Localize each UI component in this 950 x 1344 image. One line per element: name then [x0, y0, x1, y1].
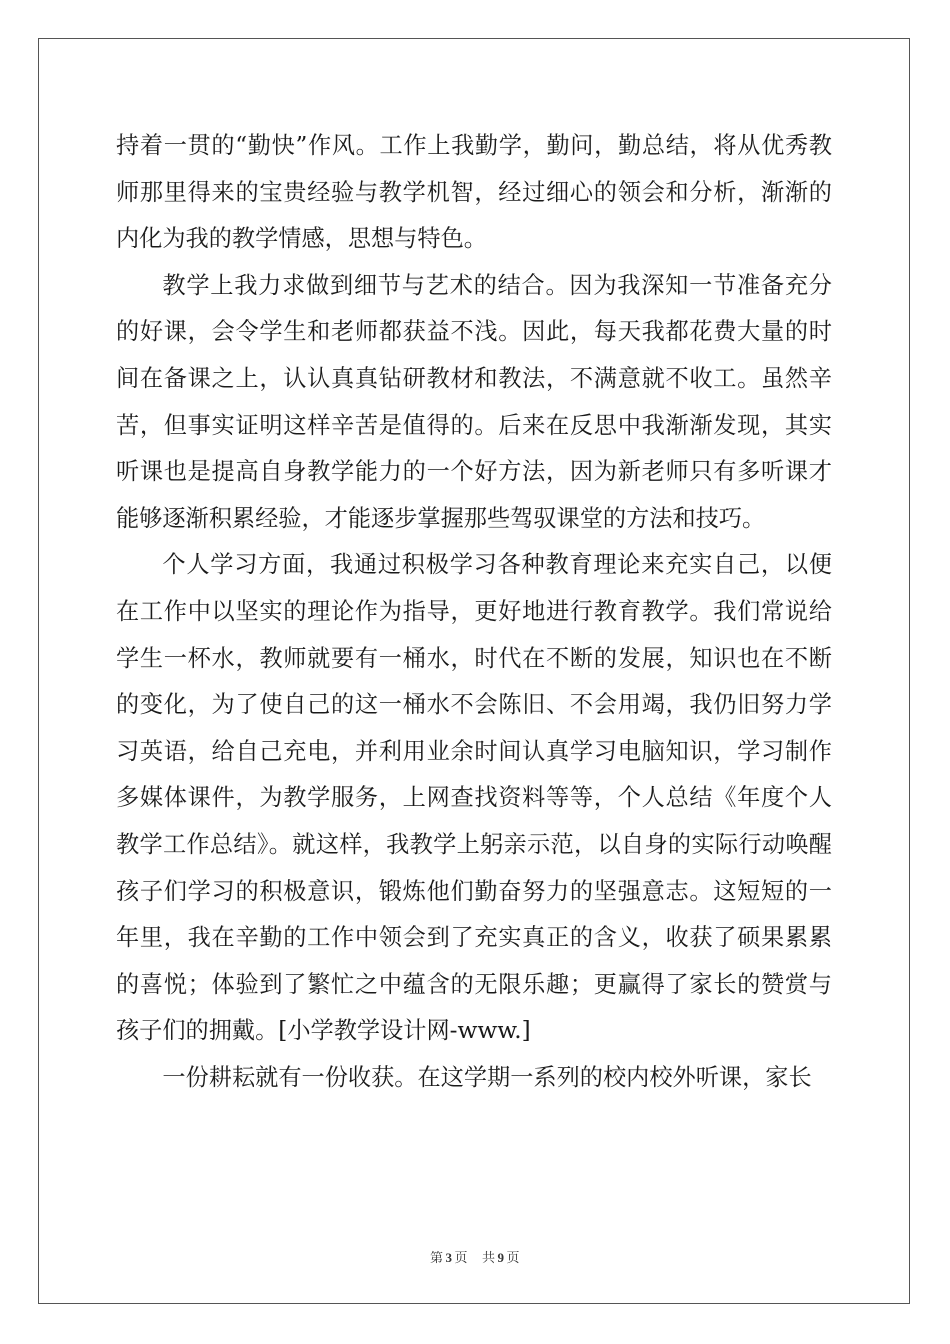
page-total: 9 [497, 1250, 505, 1265]
page-suffix: 页 [454, 1251, 468, 1266]
total-suffix: 页 [506, 1251, 521, 1266]
total-prefix: 共 [482, 1251, 496, 1266]
page-current: 3 [445, 1250, 453, 1265]
page-footer [0, 1247, 950, 1266]
paragraph-continued: 持着一贯的“勤快”作风。工作上我勤学，勤问，勤总结，将从优秀教师那里得来的宝贵经验与教学机智，经过细心的领会和分析，渐渐的内化为我的教学情感，思想与特色。 [116, 132, 832, 253]
page-prefix: 第 [429, 1251, 444, 1266]
document-body [116, 123, 832, 1101]
paragraph-harvest: 一份耕耘就有一份收获。在这学期一系列的校内校外听课，家长 [162, 1063, 812, 1091]
paragraph-personal-study: 个人学习方面，我通过积极学习各种教育理论来充实自己，以便在工作中以坚实的理论作为指导，更好地进行教育教学。我们常说给学生一杯水，教师就要有一桶水，时代在不断的发展，知识也在不断的变化，为了使自己的这一桶水不会陈旧、不会用竭，我仍旧努力学习英语，给自己充电，并利用业余时间认真学习电脑知识，学习制作多媒体课件，为教学服务，上网查找资料等等，个人总结《年度个人教学工作总结》。就这样，我教学上躬亲示范，以自身的实际行动唤醒孩子们学习的积极意识，锻炼他们勤奋努力的坚强意志。这短短的一年里，我在辛勤的工作中领会到了充实真正的含义，收获了硕果累累的喜悦；体验到了繁忙之中蕴含的无限乐趣；更赢得了家长的赞赏与孩子们的拥戴。[小学教学设计网-www.] [116, 551, 832, 1045]
paragraph-teaching-detail: 教学上我力求做到细节与艺术的结合。因为我深知一节准备充分的好课，会令学生和老师都获益不浅。因此，每天我都花费大量的时间在备课之上，认认真真钻研教材和教法，不满意就不收工。虽然辛苦，但事实证明这样辛苦是值得的。后来在反思中我渐渐发现，其实听课也是提高自身教学能力的一个好方法，因为新老师只有多听课才能够逐渐积累经验，才能逐步掌握那些驾驭课堂的方法和技巧。 [116, 271, 832, 532]
